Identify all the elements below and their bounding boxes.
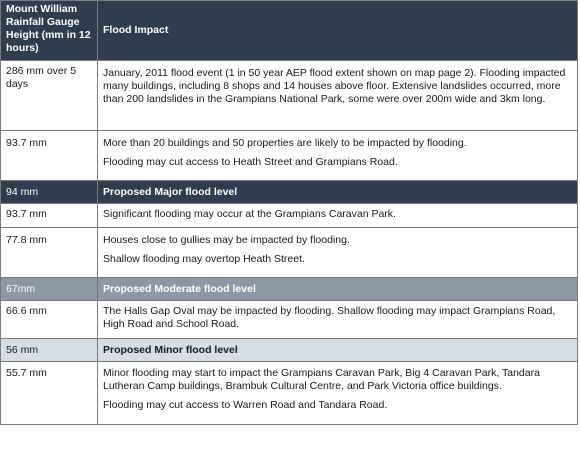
table-row	[1, 61, 578, 131]
table-row	[1, 362, 578, 425]
table-row	[1, 228, 578, 278]
header-gauge-height: Mount William Rainfall Gauge Height (mm in 12 hours)	[1, 1, 98, 61]
gauge-height-cell: 286 mm over 5 days	[1, 61, 98, 131]
level-height-cell: 56 mm	[1, 339, 98, 362]
gauge-height-cell: 77.8 mm	[1, 228, 98, 278]
major-flood-level-row	[1, 181, 578, 204]
flood-impact-cell	[98, 301, 578, 339]
table-header-row	[1, 1, 578, 61]
level-label-cell: Proposed Minor flood level	[98, 339, 578, 362]
impact-text: Shallow flooding may overtop Heath Street.	[103, 253, 305, 265]
impact-text: Significant flooding may occur at the Grampians Caravan Park.	[103, 208, 396, 220]
impact-text: More than 20 buildings and 50 properties are likely to be impacted by flooding.	[103, 137, 467, 149]
impact-text: Houses close to gullies may be impacted by flooding.	[103, 234, 350, 246]
minor-flood-level-row	[1, 339, 578, 362]
gauge-height-cell: 93.7 mm	[1, 131, 98, 181]
impact-text: The Halls Gap Oval may be impacted by flooding. Shallow flooding may impact Grampians Road, High Road and School Road.	[103, 305, 556, 330]
gauge-height-cell: 55.7 mm	[1, 362, 98, 425]
flood-impact-cell	[98, 362, 578, 425]
gauge-height-cell: 66.6 mm	[1, 301, 98, 339]
table-row	[1, 131, 578, 181]
level-height-cell: 67mm	[1, 278, 98, 301]
flood-impact-cell	[98, 61, 578, 131]
gauge-height-cell: 93.7 mm	[1, 204, 98, 228]
level-label-cell: Proposed Major flood level	[98, 181, 578, 204]
impact-text: Minor flooding may start to impact the Grampians Caravan Park, Big 4 Caravan Park, Tandara Lutheran Camp buildings, Brambuk Cultural Centre, and Park Victoria office buildings.	[103, 367, 540, 392]
table-row	[1, 301, 578, 339]
level-label-cell: Proposed Moderate flood level	[98, 278, 578, 301]
level-height-cell: 94 mm	[1, 181, 98, 204]
table-row	[1, 204, 578, 228]
impact-text: Flooding may cut access to Heath Street and Grampians Road.	[103, 156, 398, 168]
flood-impact-cell	[98, 204, 578, 228]
moderate-flood-level-row	[1, 278, 578, 301]
impact-text: Flooding may cut access to Warren Road and Tandara Road.	[103, 399, 388, 411]
header-flood-impact: Flood Impact	[98, 1, 578, 61]
flood-impact-cell	[98, 228, 578, 278]
flood-impact-cell	[98, 131, 578, 181]
impact-text: January, 2011 flood event (1 in 50 year AEP flood extent shown on map page 2). Flooding impacted many buildings, including 8 shops and 14 houses above floor. Extensive landslides occurred, more than 200 landslides in the Grampians National Park, some were over 200m wide and 3km long.	[103, 67, 566, 105]
